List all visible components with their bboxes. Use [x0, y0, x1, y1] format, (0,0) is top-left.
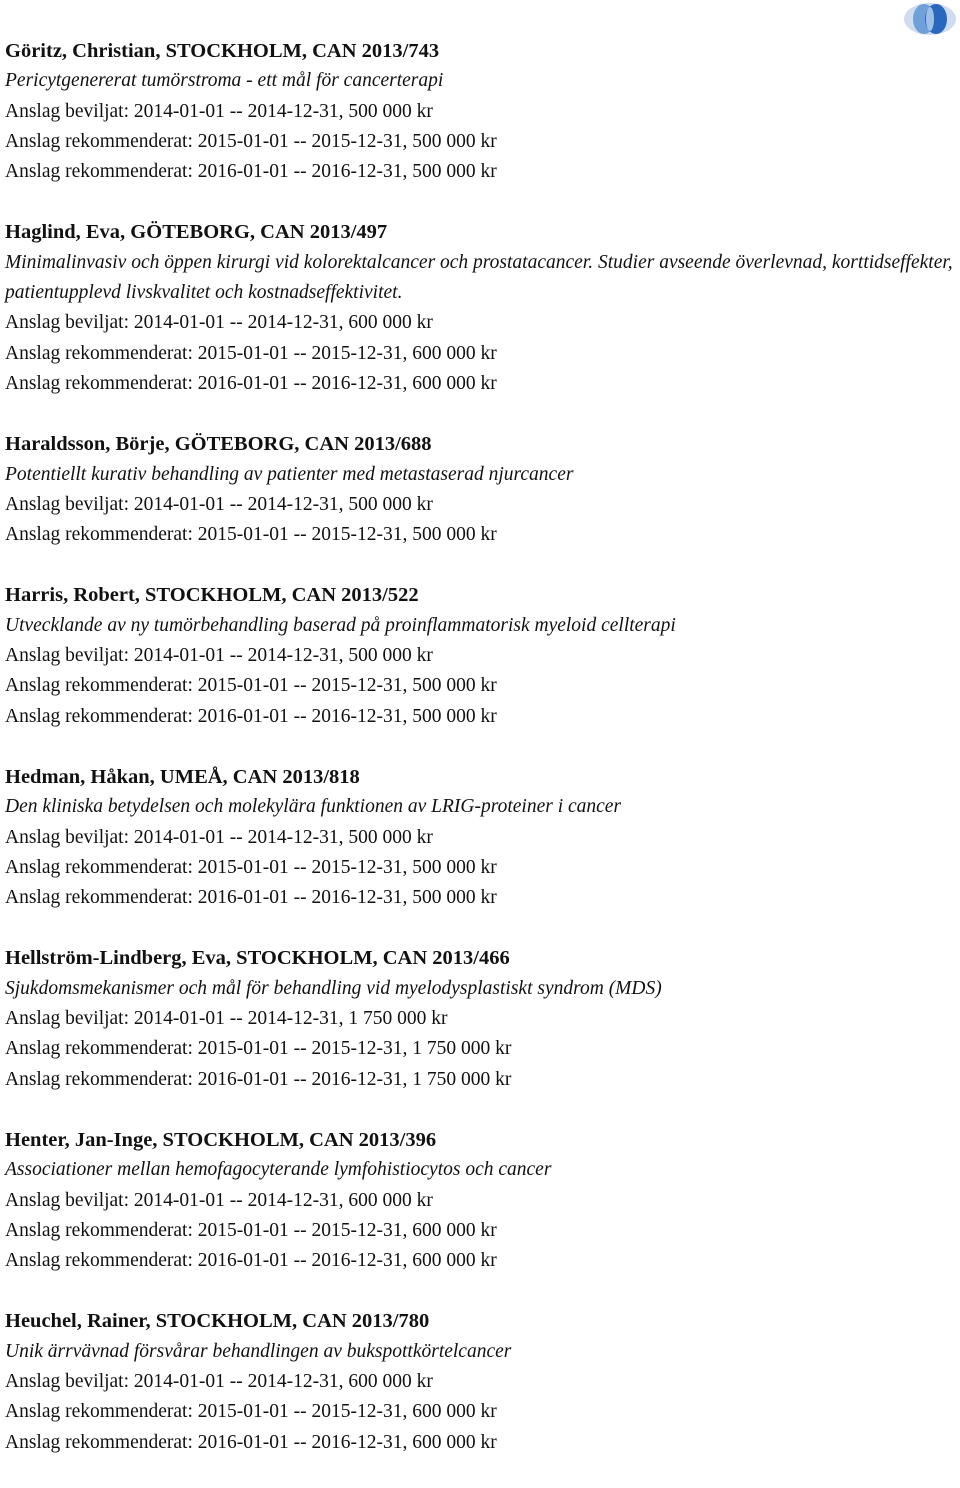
grant-heading: Harris, Robert, STOCKHOLM, CAN 2013/522	[5, 584, 419, 607]
grant-line: Anslag beviljat: 2014-01-01 -- 2014-12-31, 500 000 kr	[5, 493, 433, 515]
grant-entry	[5, 580, 960, 731]
grant-project-title: Associationer mellan hemofagocyterande lymfohistiocytos och cancer	[5, 1159, 552, 1181]
grant-line: Anslag beviljat: 2014-01-01 -- 2014-12-31, 600 000 kr	[5, 1189, 433, 1211]
grant-project-title: Sjukdomsmekanismer och mål för behandling vid myelodysplastiskt syndrom (MDS)	[5, 977, 662, 999]
grant-heading: Hellström-Lindberg, Eva, STOCKHOLM, CAN 2013/466	[5, 947, 510, 970]
logo-icon	[902, 0, 958, 40]
grant-line: Anslag rekommenderat: 2015-01-01 -- 2015-12-31, 500 000 kr	[5, 130, 497, 152]
grant-heading: Haraldsson, Börje, GÖTEBORG, CAN 2013/688	[5, 433, 432, 456]
grant-project-title: Den kliniska betydelsen och molekylära funktionen av LRIG-proteiner i cancer	[5, 796, 622, 818]
grant-entry	[5, 1306, 960, 1457]
grant-list	[5, 36, 960, 1488]
grant-line: Anslag rekommenderat: 2016-01-01 -- 2016-12-31, 500 000 kr	[5, 161, 497, 183]
grant-heading: Heuchel, Rainer, STOCKHOLM, CAN 2013/780	[5, 1310, 430, 1333]
grant-line: Anslag rekommenderat: 2016-01-01 -- 2016-12-31, 600 000 kr	[5, 1431, 497, 1453]
grant-line: Anslag beviljat: 2014-01-01 -- 2014-12-31, 500 000 kr	[5, 100, 433, 122]
grant-project-title: Minimalinvasiv och öppen kirurgi vid kolorektalcancer och prostatacancer. Studier avseende överlevnad, korttidseffekter, patientupplevd livskvalitet och kostnadseffektivitet.	[5, 251, 953, 304]
grant-line: Anslag rekommenderat: 2016-01-01 -- 2016-12-31, 600 000 kr	[5, 372, 497, 394]
grant-entry	[5, 1125, 960, 1276]
grant-entry	[5, 217, 960, 399]
grant-line: Anslag rekommenderat: 2015-01-01 -- 2015-12-31, 600 000 kr	[5, 1401, 497, 1423]
grant-line: Anslag beviljat: 2014-01-01 -- 2014-12-31, 600 000 kr	[5, 1370, 433, 1392]
grant-line: Anslag rekommenderat: 2015-01-01 -- 2015-12-31, 500 000 kr	[5, 856, 497, 878]
grant-heading: Henter, Jan-Inge, STOCKHOLM, CAN 2013/396	[5, 1128, 437, 1151]
grant-line: Anslag beviljat: 2014-01-01 -- 2014-12-31, 600 000 kr	[5, 312, 433, 334]
grant-line: Anslag rekommenderat: 2015-01-01 -- 2015-12-31, 600 000 kr	[5, 1219, 497, 1241]
grant-line: Anslag rekommenderat: 2016-01-01 -- 2016-12-31, 600 000 kr	[5, 1250, 497, 1272]
grant-line: Anslag rekommenderat: 2015-01-01 -- 2015-12-31, 600 000 kr	[5, 342, 497, 364]
grant-line: Anslag rekommenderat: 2016-01-01 -- 2016-12-31, 500 000 kr	[5, 887, 497, 909]
grant-heading: Göritz, Christian, STOCKHOLM, CAN 2013/743	[5, 40, 440, 62]
grant-project-title: Utvecklande av ny tumörbehandling baserad på proinflammatorisk myeloid cellterapi	[5, 614, 676, 636]
grant-entry	[5, 36, 960, 187]
grant-line: Anslag rekommenderat: 2016-01-01 -- 2016-12-31, 500 000 kr	[5, 705, 497, 727]
grant-heading: Hedman, Håkan, UMEÅ, CAN 2013/818	[5, 765, 360, 788]
grant-entry	[5, 762, 960, 913]
grant-entry	[5, 943, 960, 1094]
grant-project-title: Potentiellt kurativ behandling av patienter med metastaserad njurcancer	[5, 463, 574, 485]
grant-project-title: Unik ärrvävnad försvårar behandlingen av bukspottkörtelcancer	[5, 1340, 512, 1362]
grant-line: Anslag beviljat: 2014-01-01 -- 2014-12-31, 1 750 000 kr	[5, 1008, 448, 1030]
grant-entry	[5, 429, 960, 550]
grant-line: Anslag beviljat: 2014-01-01 -- 2014-12-31, 500 000 kr	[5, 645, 433, 667]
grant-heading: Haglind, Eva, GÖTEBORG, CAN 2013/497	[5, 221, 388, 244]
grant-line: Anslag beviljat: 2014-01-01 -- 2014-12-31, 500 000 kr	[5, 826, 433, 848]
grant-project-title: Pericytgenererat tumörstroma - ett mål för cancerterapi	[5, 70, 444, 92]
grant-line: Anslag rekommenderat: 2015-01-01 -- 2015-12-31, 500 000 kr	[5, 524, 497, 546]
grant-line: Anslag rekommenderat: 2015-01-01 -- 2015-12-31, 1 750 000 kr	[5, 1038, 512, 1060]
grant-line: Anslag rekommenderat: 2016-01-01 -- 2016-12-31, 1 750 000 kr	[5, 1068, 512, 1090]
grant-line: Anslag rekommenderat: 2015-01-01 -- 2015-12-31, 500 000 kr	[5, 675, 497, 697]
